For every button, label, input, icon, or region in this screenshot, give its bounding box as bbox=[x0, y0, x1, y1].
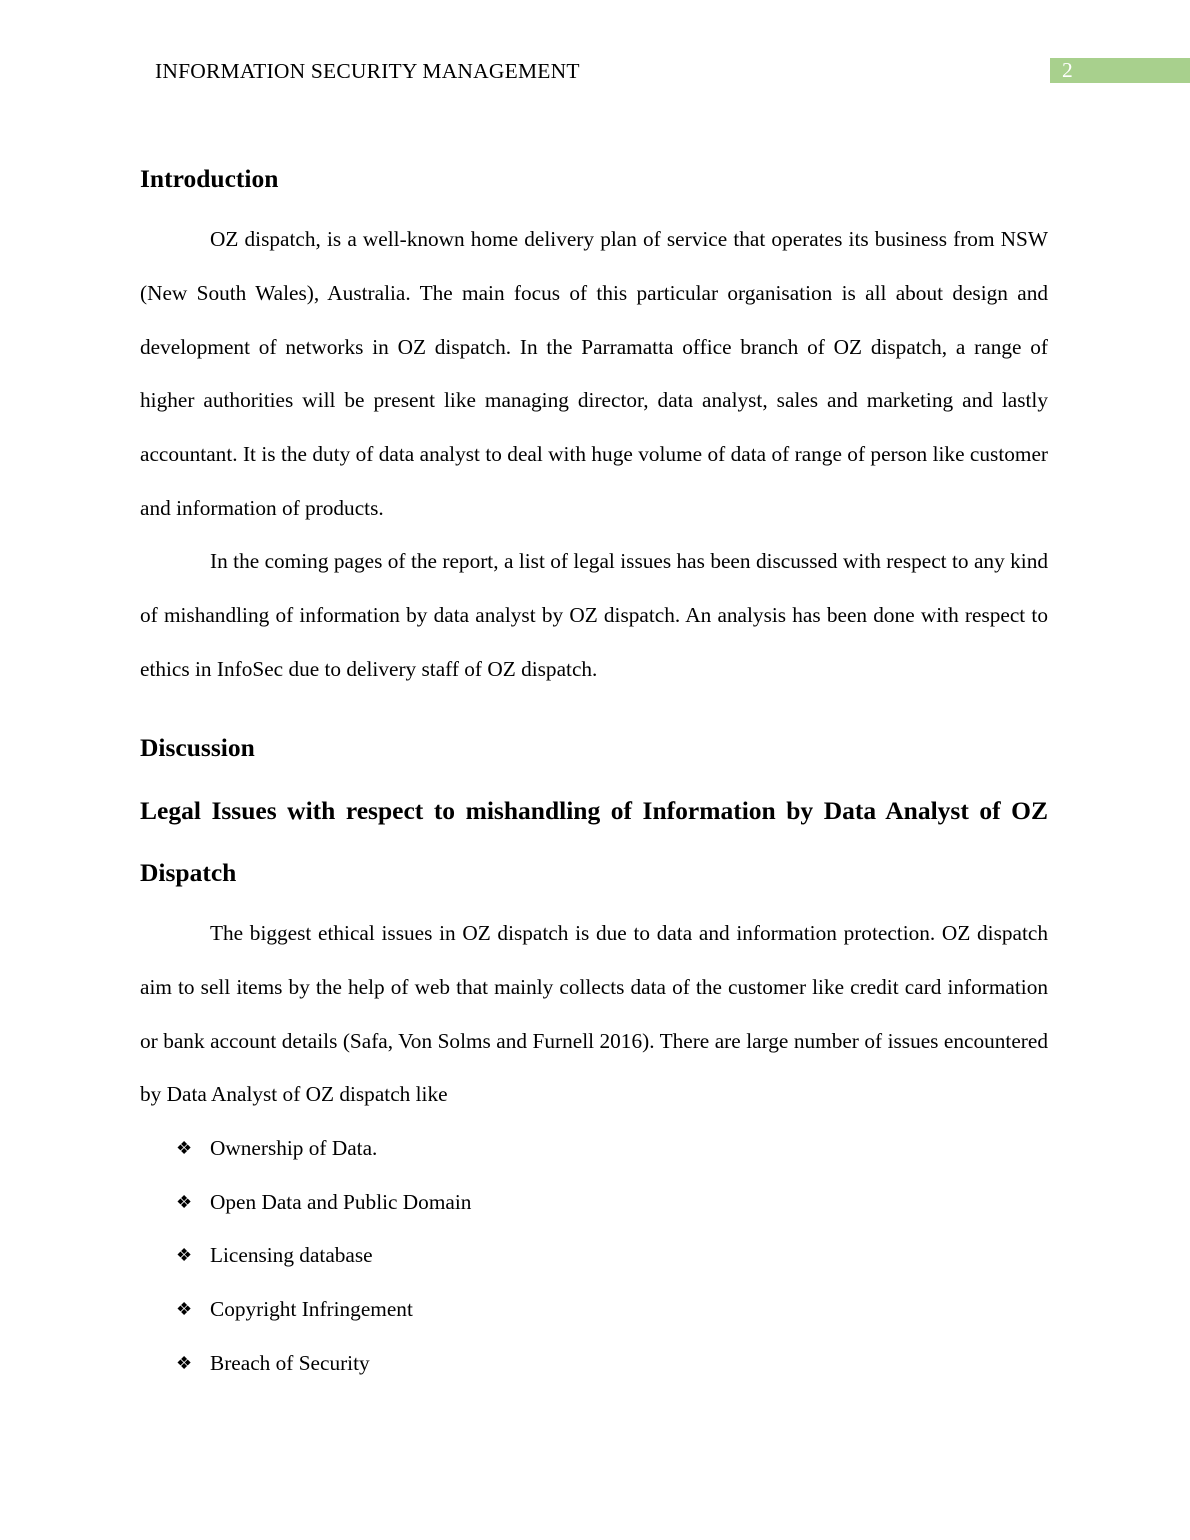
list-item bbox=[176, 1124, 471, 1178]
diamond-bullet-icon: ❖ bbox=[176, 1352, 193, 1373]
diamond-bullet-icon: ❖ bbox=[176, 1245, 193, 1266]
diamond-bullet-icon: ❖ bbox=[176, 1299, 193, 1320]
list-item-text: Ownership of Data. bbox=[210, 1136, 378, 1160]
legal-issues-subheading: Legal Issues with respect to mishandling of Information by Data Analyst of OZ Dispatch bbox=[140, 796, 1048, 887]
page-number: 2 bbox=[1062, 58, 1073, 82]
list-item-text: Open Data and Public Domain bbox=[210, 1189, 472, 1214]
discussion-paragraph: The biggest ethical issues in OZ dispatch is due to data and information protection. OZ dispatch aim to sell items by the help of web that mainly collects data of the customer like credit card information or bank account details (Safa, Von Solms and Furnell 2016). There are large number of issues encountered by Data Analyst of OZ dispatch like bbox=[140, 921, 1048, 1107]
list-item bbox=[176, 1178, 471, 1232]
page-number-badge bbox=[1050, 58, 1190, 83]
diamond-bullet-icon: ❖ bbox=[176, 1138, 193, 1158]
list-item bbox=[176, 1285, 471, 1339]
running-header-title: INFORMATION SECURITY MANAGEMENT bbox=[155, 59, 580, 83]
introduction-paragraph-1: OZ dispatch, is a well-known home delivery plan of service that operates its business from NSW (New South Wales), Australia. The main focus of this particular organisation is all about design and development of networks in OZ dispatch. In the Parramatta office branch of OZ dispatch, a range of higher authorities will be present like managing director, data analyst, sales and marketing and lastly accountant. It is the duty of data analyst to deal with huge volume of data of range of person like customer and information of products. bbox=[140, 227, 1048, 520]
list-item bbox=[176, 1231, 471, 1285]
discussion-heading: Discussion bbox=[140, 733, 255, 762]
list-item-text: Copyright Infringement bbox=[210, 1297, 413, 1322]
list-item-text: Breach of Security bbox=[210, 1350, 370, 1375]
diamond-bullet-icon: ❖ bbox=[176, 1191, 193, 1212]
introduction-paragraph-2: In the coming pages of the report, a list of legal issues has been discussed with respect to any kind of mishandling of information by data analyst by OZ dispatch. An analysis has been done with respect to ethics in InfoSec due to delivery staff of OZ dispatch. bbox=[140, 549, 1048, 681]
list-item-text: Licensing database bbox=[210, 1243, 373, 1268]
introduction-heading: Introduction bbox=[140, 164, 279, 193]
legal-issues-list bbox=[176, 1124, 471, 1392]
list-item bbox=[176, 1339, 471, 1393]
